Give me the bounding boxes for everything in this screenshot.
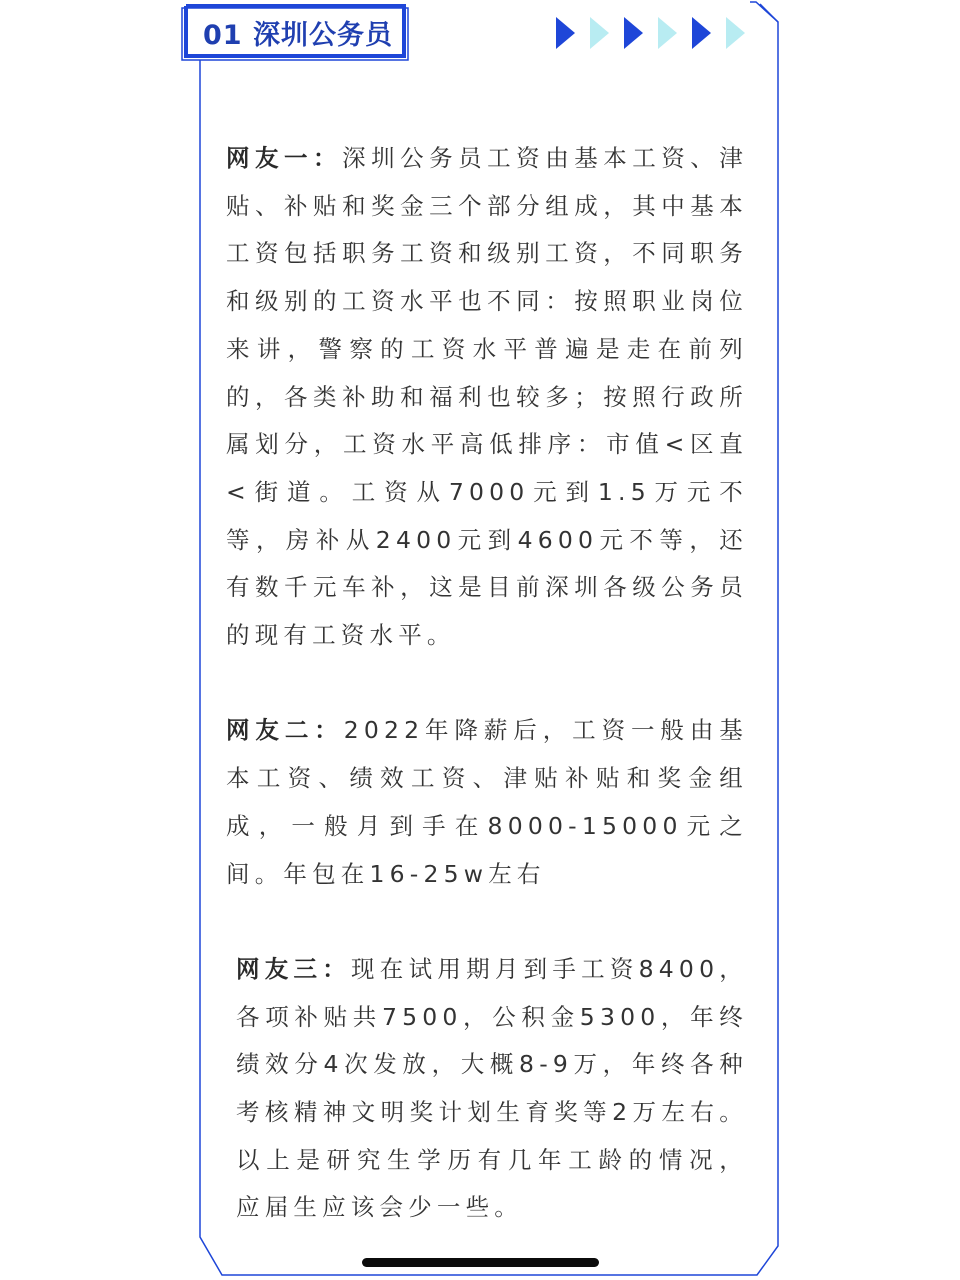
post-2-label: 网友二： xyxy=(226,716,344,745)
post-2-text: 2022年降薪后，工资一般由基本工资、绩效工资、津贴补贴和奖金组成，一般月到手在8000-15000元之间。年包在16-25w左右 xyxy=(226,716,748,888)
section-title-text: 01 深圳公务员 xyxy=(203,19,393,51)
post-3-text: 现在试用期月到手工资8400，各项补贴共7500，公积金5300，年终绩效分4次发放，大概8-9万，年终各种考核精神文明奖计划生育奖等2万左右。以上是研究生学历有几年工龄的情况，应届生应该会少一些。 xyxy=(236,954,748,1222)
post-1 xyxy=(226,135,748,660)
card-corner-accent xyxy=(760,4,778,22)
arrow-right-icon xyxy=(658,17,677,49)
arrow-right-icon xyxy=(692,17,711,49)
post-1-label: 网友一： xyxy=(226,144,343,172)
post-1-text: 深圳公务员工资由基本工资、津贴、补贴和奖金三个部分组成，其中基本工资包括职务工资和级别工资，不同职务和级别的工资水平也不同：按照职业岗位来讲，警察的工资水平普遍是走在前列的，各类补助和福利也较多；按照行政所属划分，工资水平高低排序：市值<区直<街道。工资从7000元到1.5万元不等，房补从2400元到4600元不等，还有数千元车补，这是目前深圳各级公务员的现有工资水平。 xyxy=(226,144,748,650)
section-title xyxy=(183,6,407,58)
home-indicator[interactable] xyxy=(362,1258,599,1267)
arrow-right-icon xyxy=(590,17,609,49)
post-3 xyxy=(226,946,748,1232)
post-3-label: 网友三： xyxy=(236,954,352,983)
article-body xyxy=(226,135,748,1232)
arrow-right-icon xyxy=(556,17,575,49)
post-2 xyxy=(226,707,748,898)
decorative-arrows xyxy=(556,17,746,53)
arrow-right-icon xyxy=(726,17,745,49)
arrow-right-icon xyxy=(624,17,643,49)
